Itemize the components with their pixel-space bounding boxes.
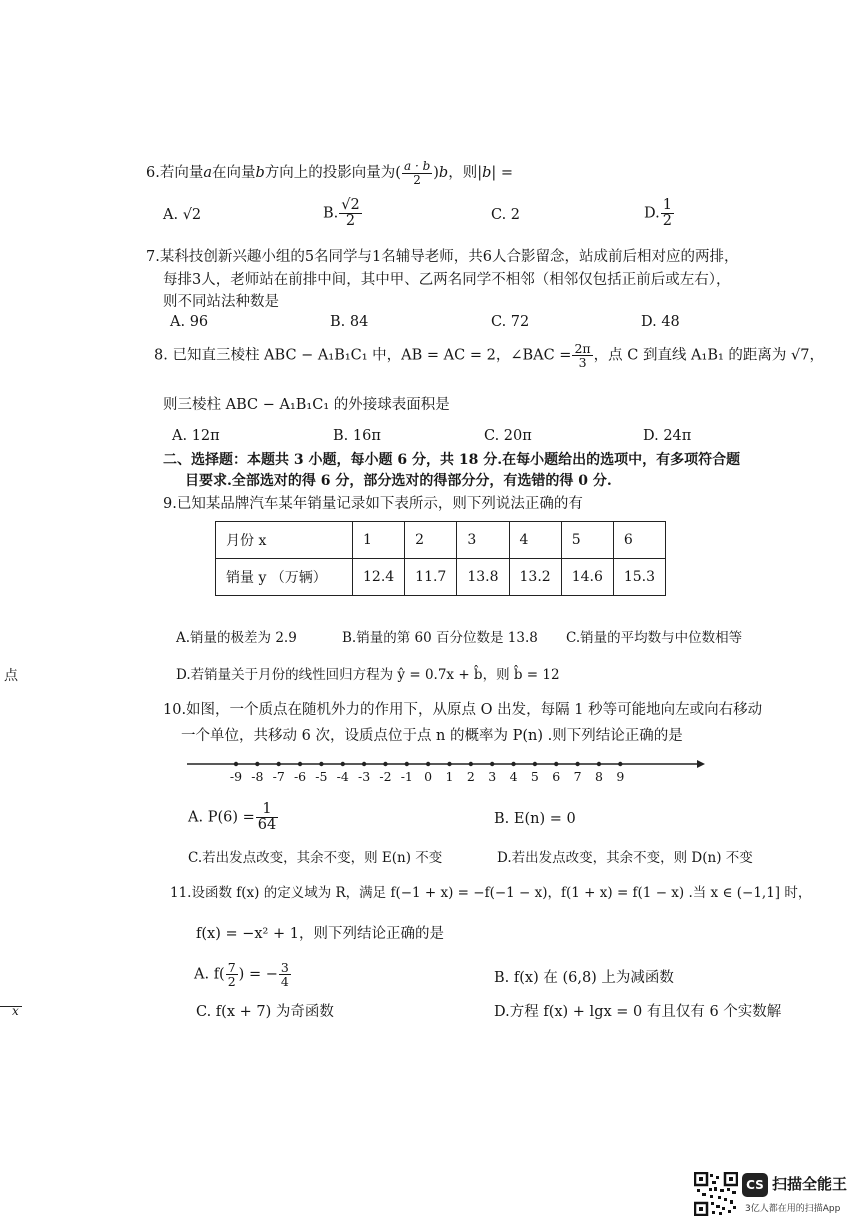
qr-code-icon — [694, 1172, 738, 1216]
number-line-point — [554, 762, 558, 766]
q10-option-a: A. P(6) = $\frac{1}{64}$ — [188, 801, 277, 834]
number-line-point — [319, 762, 323, 766]
q11-option-b: B. f(x) 在 (6,8) 上为减函数 — [494, 970, 674, 986]
q6-option-a: A. √2 — [163, 207, 202, 223]
number-line-tick-label: -5 — [315, 769, 328, 784]
q6-option-c: C. 2 — [491, 207, 521, 223]
number-line-point — [618, 762, 622, 766]
number-line-tick-label: -4 — [336, 769, 349, 784]
table-cell: 12.4 — [353, 559, 405, 596]
q8-option-a: A. 12π — [172, 428, 220, 444]
number-line-point — [490, 762, 494, 766]
number-line-point — [597, 762, 601, 766]
table-cell: 13.2 — [509, 559, 561, 596]
q9-option-d: D.若销量关于月份的线性回归方程为 ŷ = 0.7x + b̂，则 b̂ = 12 — [176, 667, 560, 683]
number-line-tick-label: 1 — [445, 769, 454, 784]
q11-line-2: f(x) = −x² + 1，则下列结论正确的是 — [196, 926, 444, 942]
number-line-point — [255, 762, 259, 766]
number-line-point — [362, 762, 366, 766]
q10-line-2: 一个单位，共移动 6 次，设质点位于点 n 的概率为 P(n) .则下列结论正确的是 — [181, 728, 683, 744]
number-line-tick-label: 7 — [573, 769, 582, 784]
table-cell-sales-label: 销量 y （万辆） — [216, 559, 353, 596]
number-line-point — [426, 762, 430, 766]
number-line-tick-label: -1 — [400, 769, 413, 784]
number-line-tick-label: 4 — [509, 769, 518, 784]
q7-option-a: A. 96 — [170, 314, 209, 330]
q8-option-b: B. 16π — [333, 428, 381, 444]
q8-line-2: 则三棱柱 ABC − A₁B₁C₁ 的外接球表面积是 — [163, 397, 450, 413]
q10-option-b: B. E(n) = 0 — [494, 811, 576, 827]
table-cell-month-label: 月份 x — [216, 522, 353, 559]
number-line-point — [234, 762, 238, 766]
table-cell: 4 — [509, 522, 561, 559]
number-line-tick-label: 5 — [530, 769, 539, 784]
margin-char: 点 — [4, 668, 18, 684]
number-line-point — [447, 762, 451, 766]
brand-tagline: 3亿人都在用的扫描App — [745, 1204, 841, 1214]
table-cell: 1 — [353, 522, 405, 559]
q6-option-d: D. $\frac{1}{2}$ — [644, 197, 672, 230]
number-line-tick-label: -7 — [272, 769, 285, 784]
number-line-point — [469, 762, 473, 766]
number-line-tick-label: 0 — [424, 769, 433, 784]
section-2-heading-line-2: 目要求.全部选对的得 6 分，部分选对的得部分分，有选错的得 0 分. — [185, 473, 612, 489]
table-cell: 2 — [405, 522, 457, 559]
table-cell: 15.3 — [613, 559, 665, 596]
q9-option-c: C.销量的平均数与中位数相等 — [566, 630, 743, 646]
q10-option-d: D.若出发点改变，其余不变，则 D(n) 不变 — [497, 850, 753, 866]
table-cell: 5 — [561, 522, 613, 559]
number-line-point — [511, 762, 515, 766]
q7-line-2: 每排3人，老师站在前排中间，其中甲、乙两名同学不相邻（相邻仅包括正前后或左右）， — [163, 272, 731, 288]
q11-option-c: C. f(x + 7) 为奇函数 — [196, 1004, 334, 1020]
q10-option-c: C.若出发点改变，其余不变，则 E(n) 不变 — [188, 850, 443, 866]
table-cell: 14.6 — [561, 559, 613, 596]
number-line-point — [575, 762, 579, 766]
table-cell: 3 — [457, 522, 509, 559]
q9-stem: 9.已知某品牌汽车某年销量记录如下表所示，则下列说法正确的有 — [163, 496, 583, 512]
table-row — [216, 522, 666, 559]
cs-logo: CS — [742, 1173, 768, 1197]
q11-line-1: 11.设函数 f(x) 的定义域为 R，满足 f(−1 + x) = −f(−1 − x)，f(1 + x) = f(1 − x) .当 x ∈ (−1,1] 时， — [170, 885, 812, 901]
number-line-tick-label: -3 — [358, 769, 371, 784]
q8-line-1: 8. 已知直三棱柱 ABC − A₁B₁C₁ 中，AB = AC = 2，∠BAC = $\frac{2\pi}{3}$ ，点 C 到直线 A₁B₁ 的距离为 √7， — [154, 341, 824, 371]
number-line-tick-label: 8 — [594, 769, 603, 784]
number-line-point — [341, 762, 345, 766]
q9-option-a: A.销量的极差为 2.9 — [176, 630, 297, 646]
q6-option-b: B. $\frac{√2}{2}$ — [323, 197, 360, 230]
q6-stem: 6.若向量a在向量b方向上的投影向量为( $\frac{a \cdot b}{2}$ )b，则|b| = — [146, 159, 514, 187]
q9-option-b: B.销量的第 60 百分位数是 13.8 — [342, 630, 538, 646]
table-row — [216, 559, 666, 596]
number-line-tick-label: 9 — [616, 769, 625, 784]
number-line-ticks — [230, 762, 624, 784]
margin-x: x — [12, 1004, 19, 1018]
number-line — [185, 752, 710, 788]
q7-line-3: 则不同站法种数是 — [163, 294, 279, 310]
table-cell: 6 — [613, 522, 665, 559]
q10-line-1: 10.如图，一个质点在随机外力的作用下，从原点 O 出发，每隔 1 秒等可能地向左或向右移动 — [163, 702, 763, 718]
q11-option-a: A. f( $\frac{7}{2}$ ) = − $\frac{3}{4}$ — [194, 960, 289, 990]
q7-option-b: B. 84 — [330, 314, 369, 330]
number-line-tick-label: 6 — [552, 769, 561, 784]
q8-option-d: D. 24π — [643, 428, 692, 444]
number-line-tick-label: -2 — [379, 769, 392, 784]
number-line-tick-label: 3 — [488, 769, 497, 784]
q7-option-c: C. 72 — [491, 314, 530, 330]
number-line-point — [277, 762, 281, 766]
number-line-tick-label: -6 — [293, 769, 307, 784]
table-cell: 13.8 — [457, 559, 509, 596]
arrow-right-icon — [697, 760, 705, 768]
number-line-tick-label: -8 — [251, 769, 264, 784]
sales-table — [215, 521, 666, 596]
q8-option-c: C. 20π — [484, 428, 532, 444]
q7-option-d: D. 48 — [641, 314, 680, 330]
brand-name: 扫描全能王 — [772, 1175, 848, 1193]
q7-line-1: 7.某科技创新兴趣小组的5名同学与1名辅导老师，共6人合影留念，站成前后相对应的两排， — [146, 249, 739, 265]
table-cell: 11.7 — [405, 559, 457, 596]
number-line-tick-label: -9 — [229, 769, 243, 784]
q11-option-d: D.方程 f(x) + lgx = 0 有且仅有 6 个实数解 — [494, 1004, 782, 1020]
number-line-tick-label: 2 — [466, 769, 475, 784]
number-line-point — [298, 762, 302, 766]
number-line-point — [383, 762, 387, 766]
number-line-point — [405, 762, 409, 766]
section-2-heading-line-1: 二、选择题：本题共 3 小题，每小题 6 分，共 18 分.在每小题给出的选项中，有多项符合题 — [163, 452, 741, 468]
number-line-point — [533, 762, 537, 766]
